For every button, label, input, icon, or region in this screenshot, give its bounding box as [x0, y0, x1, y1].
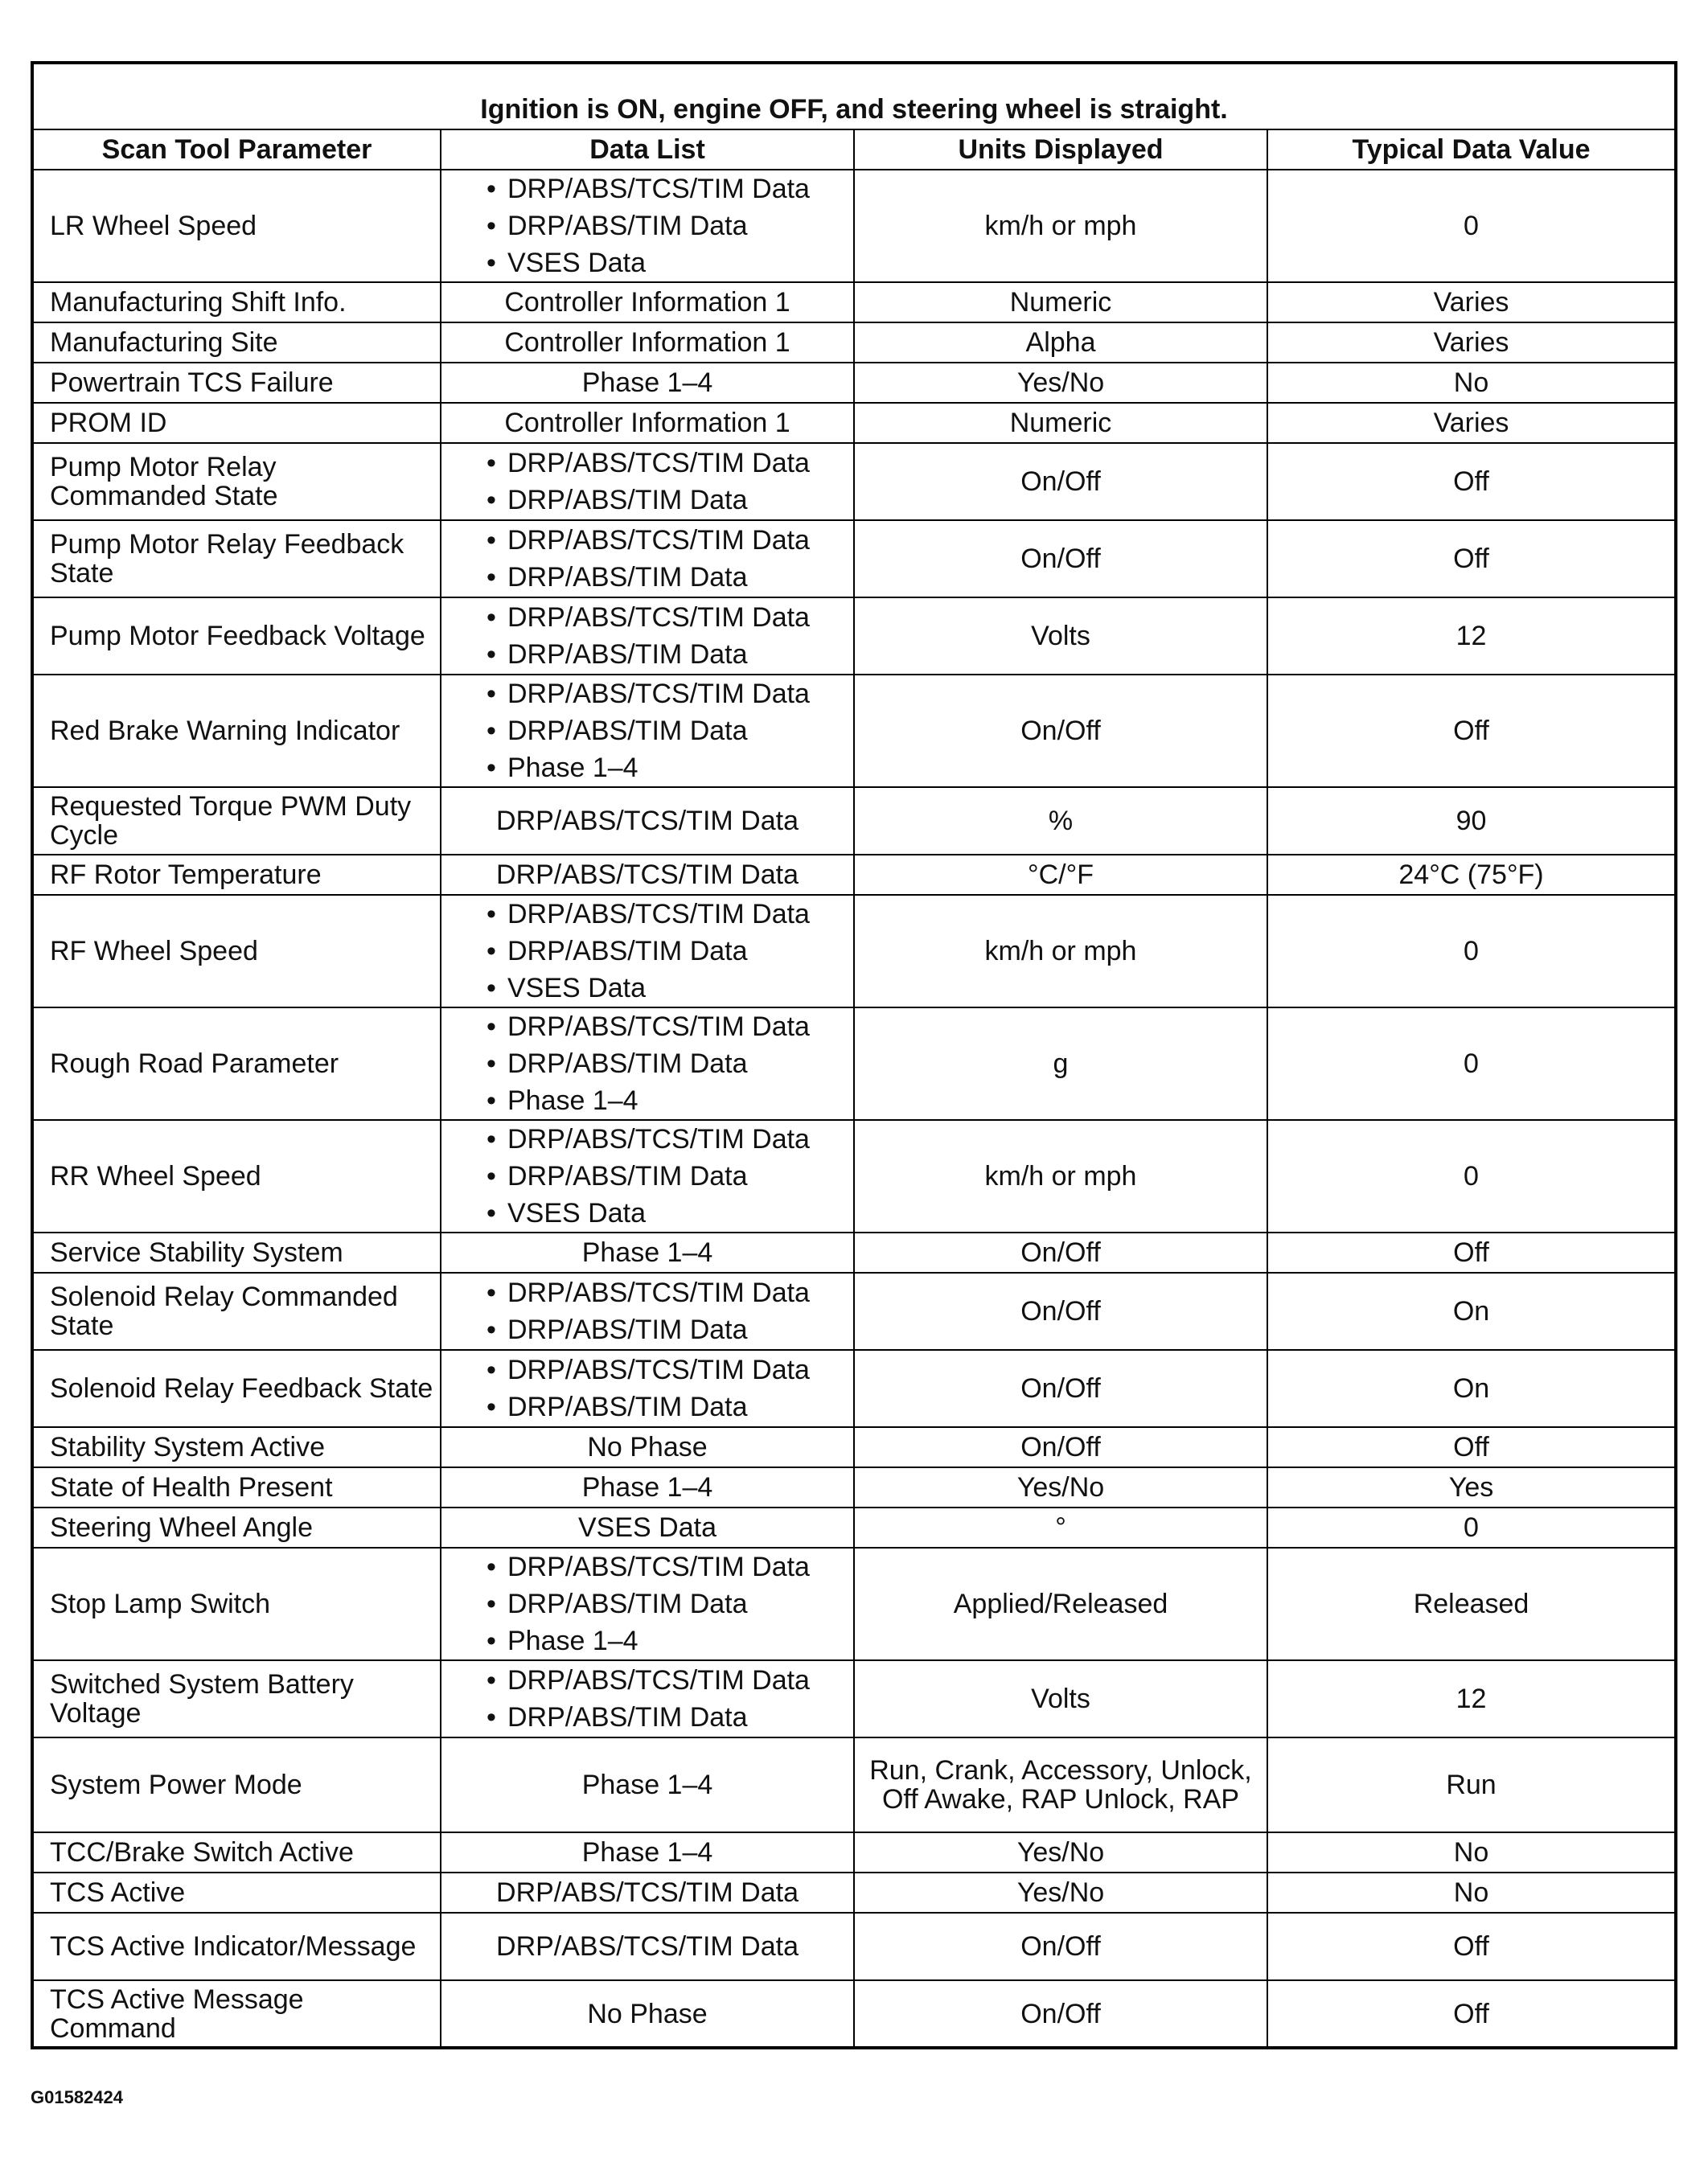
units-text: °C/°F — [1028, 859, 1094, 890]
parameter-text: Steering Wheel Angle — [50, 1512, 313, 1543]
units-cell — [854, 1548, 1267, 1660]
data-list-cell: Phase 1–4 — [441, 1832, 854, 1873]
typical-value-cell: Off — [1267, 1427, 1676, 1467]
table-row — [32, 787, 1676, 855]
data-table — [31, 61, 1677, 2049]
parameter-text: RR Wheel Speed — [50, 1161, 261, 1192]
data-list-cell: DRP/ABS/TCS/TIM Data — [441, 1873, 854, 1913]
units-text: Numeric — [1009, 408, 1112, 438]
units-cell — [854, 1508, 1267, 1548]
data-list-item: • DRP/ABS/TCS/TIM Data — [487, 1662, 847, 1699]
data-list-item: • DRP/ABS/TCS/TIM Data — [487, 896, 847, 933]
units-text: Applied/Released — [953, 1589, 1168, 1619]
table-row — [32, 1007, 1676, 1120]
units-text: km/h or mph — [984, 1161, 1137, 1192]
parameter-text: Requested Torque PWM Duty Cycle — [50, 791, 412, 851]
parameter-text: Red Brake Warning Indicator — [50, 716, 400, 746]
data-list-bullets — [448, 675, 847, 786]
parameter-text: TCC/Brake Switch Active — [50, 1837, 354, 1868]
data-list-cell — [441, 1007, 854, 1120]
table-row — [32, 1873, 1676, 1913]
parameter-text: Manufacturing Shift Info. — [50, 287, 347, 318]
data-list-cell — [441, 170, 854, 282]
data-list-item: • DRP/ABS/TIM Data — [487, 933, 847, 970]
data-list-bullets — [448, 1352, 847, 1426]
typical-value-cell: 0 — [1267, 895, 1676, 1007]
data-list-cell — [441, 1120, 854, 1233]
parameter-text: PROM ID — [50, 408, 167, 438]
data-list-item: • VSES Data — [487, 970, 847, 1007]
data-list-item: • DRP/ABS/TIM Data — [487, 1158, 847, 1195]
units-cell — [854, 1273, 1267, 1350]
units-text: km/h or mph — [984, 936, 1137, 966]
typical-value-cell: Released — [1267, 1548, 1676, 1660]
units-text: On/Off — [1020, 544, 1101, 574]
units-cell — [854, 403, 1267, 443]
parameter-text: Powertrain TCS Failure — [50, 367, 334, 398]
data-list-item: • Phase 1–4 — [487, 1622, 847, 1659]
typical-value-cell: No — [1267, 1832, 1676, 1873]
parameter-text: Pump Motor Relay Commanded State — [50, 452, 278, 511]
table-row — [32, 443, 1676, 520]
table-row — [32, 1832, 1676, 1873]
data-list-cell — [441, 443, 854, 520]
data-list-bullets — [448, 170, 847, 281]
parameter-cell — [32, 520, 441, 597]
table-row — [32, 1467, 1676, 1508]
parameter-cell — [32, 443, 441, 520]
units-cell — [854, 675, 1267, 787]
parameter-text: System Power Mode — [50, 1770, 302, 1800]
typical-value-cell: 12 — [1267, 1660, 1676, 1737]
table-row — [32, 675, 1676, 787]
parameter-text: Pump Motor Relay Feedback State — [50, 529, 404, 589]
units-cell — [854, 1660, 1267, 1737]
typical-value-cell: Off — [1267, 1913, 1676, 1980]
units-text: On/Off — [1020, 1432, 1101, 1462]
table-row — [32, 1980, 1676, 2048]
units-cell — [854, 1913, 1267, 1980]
units-text: Alpha — [1025, 327, 1096, 358]
data-list-cell: VSES Data — [441, 1508, 854, 1548]
parameter-cell — [32, 1873, 441, 1913]
table-body — [32, 170, 1676, 2048]
parameter-cell — [32, 1233, 441, 1273]
typical-value-cell: 0 — [1267, 1508, 1676, 1548]
data-list-bullets — [448, 522, 847, 596]
units-cell — [854, 597, 1267, 675]
parameter-cell — [32, 895, 441, 1007]
data-list-bullets — [448, 1274, 847, 1348]
parameter-text: TCS Active Message Command — [50, 1983, 304, 2044]
data-list-cell: DRP/ABS/TCS/TIM Data — [441, 1913, 854, 1980]
units-cell — [854, 520, 1267, 597]
units-text: % — [1048, 806, 1074, 836]
table-row — [32, 1548, 1676, 1660]
data-list-item: • Phase 1–4 — [487, 749, 847, 786]
table-row — [32, 597, 1676, 675]
units-cell — [854, 170, 1267, 282]
parameter-text: Stop Lamp Switch — [50, 1589, 271, 1619]
units-text: On/Off — [1020, 1931, 1101, 1962]
typical-value-cell: 12 — [1267, 597, 1676, 675]
data-list-cell: Controller Information 1 — [441, 282, 854, 322]
column-header: Data List — [441, 129, 854, 170]
data-list-cell: DRP/ABS/TCS/TIM Data — [441, 855, 854, 895]
data-list-cell: Phase 1–4 — [441, 1233, 854, 1273]
parameter-text: State of Health Present — [50, 1472, 333, 1503]
data-list-cell — [441, 1548, 854, 1660]
typical-value-cell: Off — [1267, 443, 1676, 520]
units-text: Numeric — [1009, 287, 1112, 318]
data-list-bullets — [448, 445, 847, 519]
parameter-text: LR Wheel Speed — [50, 211, 257, 241]
typical-value-cell: On — [1267, 1350, 1676, 1427]
data-list-bullets — [448, 1662, 847, 1736]
parameter-cell — [32, 597, 441, 675]
parameter-cell — [32, 855, 441, 895]
table-row — [32, 1120, 1676, 1233]
parameter-text: Pump Motor Feedback Voltage — [50, 621, 425, 651]
parameter-cell — [32, 1120, 441, 1233]
typical-value-cell: On — [1267, 1273, 1676, 1350]
units-cell — [854, 1427, 1267, 1467]
data-list-cell — [441, 675, 854, 787]
data-list-bullets — [448, 896, 847, 1007]
data-list-item: • DRP/ABS/TCS/TIM Data — [487, 599, 847, 636]
table-row — [32, 322, 1676, 363]
parameter-cell — [32, 1350, 441, 1427]
parameter-cell — [32, 1832, 441, 1873]
units-text: km/h or mph — [984, 211, 1137, 241]
parameter-cell — [32, 403, 441, 443]
parameter-cell — [32, 363, 441, 403]
parameter-cell — [32, 1273, 441, 1350]
parameter-text: TCS Active — [50, 1877, 186, 1908]
data-list-item: • DRP/ABS/TIM Data — [487, 1045, 847, 1082]
data-list-item: • DRP/ABS/TCS/TIM Data — [487, 445, 847, 482]
table-row — [32, 403, 1676, 443]
typical-value-cell: No — [1267, 363, 1676, 403]
typical-value-cell: 0 — [1267, 1120, 1676, 1233]
data-list-item: • DRP/ABS/TIM Data — [487, 1586, 847, 1622]
data-list-bullets — [448, 1549, 847, 1659]
table-row — [32, 895, 1676, 1007]
data-list-cell — [441, 1660, 854, 1737]
parameter-cell — [32, 787, 441, 855]
table-header-row — [32, 129, 1676, 170]
parameter-text: RF Wheel Speed — [50, 936, 258, 966]
data-list-cell — [441, 1273, 854, 1350]
table-row — [32, 520, 1676, 597]
data-list-item: • DRP/ABS/TCS/TIM Data — [487, 170, 847, 207]
data-list-item: • DRP/ABS/TIM Data — [487, 207, 847, 244]
table-row — [32, 1737, 1676, 1832]
typical-value-cell: Varies — [1267, 282, 1676, 322]
typical-value-cell: No — [1267, 1873, 1676, 1913]
units-text: On/Off — [1020, 1373, 1101, 1404]
parameter-cell — [32, 1427, 441, 1467]
units-cell — [854, 1233, 1267, 1273]
units-cell — [854, 1737, 1267, 1832]
data-list-item: • DRP/ABS/TIM Data — [487, 1699, 847, 1736]
data-list-cell: No Phase — [441, 1427, 854, 1467]
parameter-cell — [32, 1660, 441, 1737]
column-header: Scan Tool Parameter — [32, 129, 441, 170]
data-list-item: • DRP/ABS/TCS/TIM Data — [487, 675, 847, 712]
table-title: Ignition is ON, engine OFF, and steering wheel is straight. — [32, 63, 1676, 129]
parameter-cell — [32, 1980, 441, 2048]
data-list-item: • DRP/ABS/TIM Data — [487, 1389, 847, 1426]
typical-value-cell: 24°C (75°F) — [1267, 855, 1676, 895]
parameter-cell — [32, 1913, 441, 1980]
parameter-text: RF Rotor Temperature — [50, 859, 322, 890]
table-row — [32, 1508, 1676, 1548]
data-list-item: • DRP/ABS/TIM Data — [487, 482, 847, 519]
units-cell — [854, 895, 1267, 1007]
units-text: On/Off — [1020, 1998, 1101, 2029]
units-cell — [854, 282, 1267, 322]
parameter-cell — [32, 282, 441, 322]
parameter-text: Stability System Active — [50, 1432, 326, 1462]
typical-value-cell: 90 — [1267, 787, 1676, 855]
units-text: Run, Crank, Accessory, Unlock, Off Awake, RAP Unlock, RAP — [869, 1755, 1252, 1815]
typical-value-cell: Run — [1267, 1737, 1676, 1832]
parameter-text: Manufacturing Site — [50, 327, 278, 358]
units-cell — [854, 363, 1267, 403]
table-row — [32, 1350, 1676, 1427]
table-row — [32, 1273, 1676, 1350]
units-text: Yes/No — [1016, 1472, 1105, 1503]
units-cell — [854, 1120, 1267, 1233]
units-text: Volts — [1031, 1684, 1090, 1714]
parameter-cell — [32, 1467, 441, 1508]
typical-value-cell: Varies — [1267, 403, 1676, 443]
data-list-item: • DRP/ABS/TCS/TIM Data — [487, 1274, 847, 1311]
units-cell — [854, 787, 1267, 855]
parameter-cell — [32, 1737, 441, 1832]
units-cell — [854, 855, 1267, 895]
table-row — [32, 855, 1676, 895]
data-list-item: • DRP/ABS/TCS/TIM Data — [487, 1008, 847, 1045]
data-list-item: • DRP/ABS/TCS/TIM Data — [487, 1121, 847, 1158]
data-list-cell: Controller Information 1 — [441, 403, 854, 443]
data-list-cell — [441, 520, 854, 597]
data-list-cell: Phase 1–4 — [441, 363, 854, 403]
data-list-cell: No Phase — [441, 1980, 854, 2048]
typical-value-cell: Off — [1267, 520, 1676, 597]
units-text: Yes/No — [1016, 1877, 1105, 1908]
data-list-cell — [441, 597, 854, 675]
parameter-cell — [32, 1007, 441, 1120]
data-list-cell — [441, 1350, 854, 1427]
data-list-cell: Controller Information 1 — [441, 322, 854, 363]
parameter-text: Service Stability System — [50, 1237, 343, 1268]
data-list-item: • DRP/ABS/TIM Data — [487, 559, 847, 596]
table-row — [32, 170, 1676, 282]
parameter-cell — [32, 675, 441, 787]
table-row — [32, 1913, 1676, 1980]
table-row — [32, 1427, 1676, 1467]
figure-id: G01582424 — [31, 2087, 123, 2107]
parameter-cell — [32, 322, 441, 363]
typical-value-cell: 0 — [1267, 1007, 1676, 1120]
table-row — [32, 363, 1676, 403]
typical-value-cell: Off — [1267, 675, 1676, 787]
units-text: On/Off — [1020, 1237, 1101, 1268]
units-text: Yes/No — [1016, 1837, 1105, 1868]
units-text: Yes/No — [1016, 367, 1105, 398]
table-title-row — [32, 63, 1676, 129]
parameter-text: Rough Road Parameter — [50, 1048, 339, 1079]
data-list-cell: Phase 1–4 — [441, 1737, 854, 1832]
data-list-item: • Phase 1–4 — [487, 1082, 847, 1119]
data-list-bullets — [448, 1008, 847, 1119]
table-row — [32, 1233, 1676, 1273]
units-text: On/Off — [1020, 716, 1101, 746]
data-list-item: • DRP/ABS/TIM Data — [487, 712, 847, 749]
table-row — [32, 282, 1676, 322]
data-list-cell: DRP/ABS/TCS/TIM Data — [441, 787, 854, 855]
data-list-item: • DRP/ABS/TIM Data — [487, 1311, 847, 1348]
units-cell — [854, 1467, 1267, 1508]
parameter-cell — [32, 170, 441, 282]
units-text: On/Off — [1020, 466, 1101, 497]
units-cell — [854, 1007, 1267, 1120]
typical-value-cell: Yes — [1267, 1467, 1676, 1508]
typical-value-cell: Varies — [1267, 322, 1676, 363]
data-list-bullets — [448, 599, 847, 673]
column-header: Units Displayed — [854, 129, 1267, 170]
units-cell — [854, 1350, 1267, 1427]
units-text: ° — [1055, 1512, 1066, 1543]
parameter-text: Solenoid Relay Commanded State — [50, 1282, 398, 1341]
parameter-text: TCS Active Indicator/Message — [50, 1931, 417, 1962]
parameter-cell — [32, 1548, 441, 1660]
data-list-item: • DRP/ABS/TCS/TIM Data — [487, 1549, 847, 1586]
data-list-item: • VSES Data — [487, 244, 847, 281]
parameter-text: Solenoid Relay Feedback State — [50, 1373, 433, 1404]
typical-value-cell: 0 — [1267, 170, 1676, 282]
units-text: Volts — [1031, 621, 1090, 651]
data-list-cell: Phase 1–4 — [441, 1467, 854, 1508]
data-list-item: • DRP/ABS/TCS/TIM Data — [487, 522, 847, 559]
table-row — [32, 1660, 1676, 1737]
data-list-item: • VSES Data — [487, 1195, 847, 1232]
units-cell — [854, 443, 1267, 520]
data-list-item: • DRP/ABS/TCS/TIM Data — [487, 1352, 847, 1389]
units-cell — [854, 322, 1267, 363]
units-text: g — [1053, 1048, 1069, 1079]
units-cell — [854, 1980, 1267, 2048]
data-list-bullets — [448, 1121, 847, 1232]
column-header: Typical Data Value — [1267, 129, 1676, 170]
typical-value-cell: Off — [1267, 1980, 1676, 2048]
data-list-cell — [441, 895, 854, 1007]
units-cell — [854, 1832, 1267, 1873]
typical-value-cell: Off — [1267, 1233, 1676, 1273]
parameter-cell — [32, 1508, 441, 1548]
data-list-item: • DRP/ABS/TIM Data — [487, 636, 847, 673]
parameter-text: Switched System Battery Voltage — [50, 1669, 354, 1729]
units-text: On/Off — [1020, 1296, 1101, 1327]
units-cell — [854, 1873, 1267, 1913]
